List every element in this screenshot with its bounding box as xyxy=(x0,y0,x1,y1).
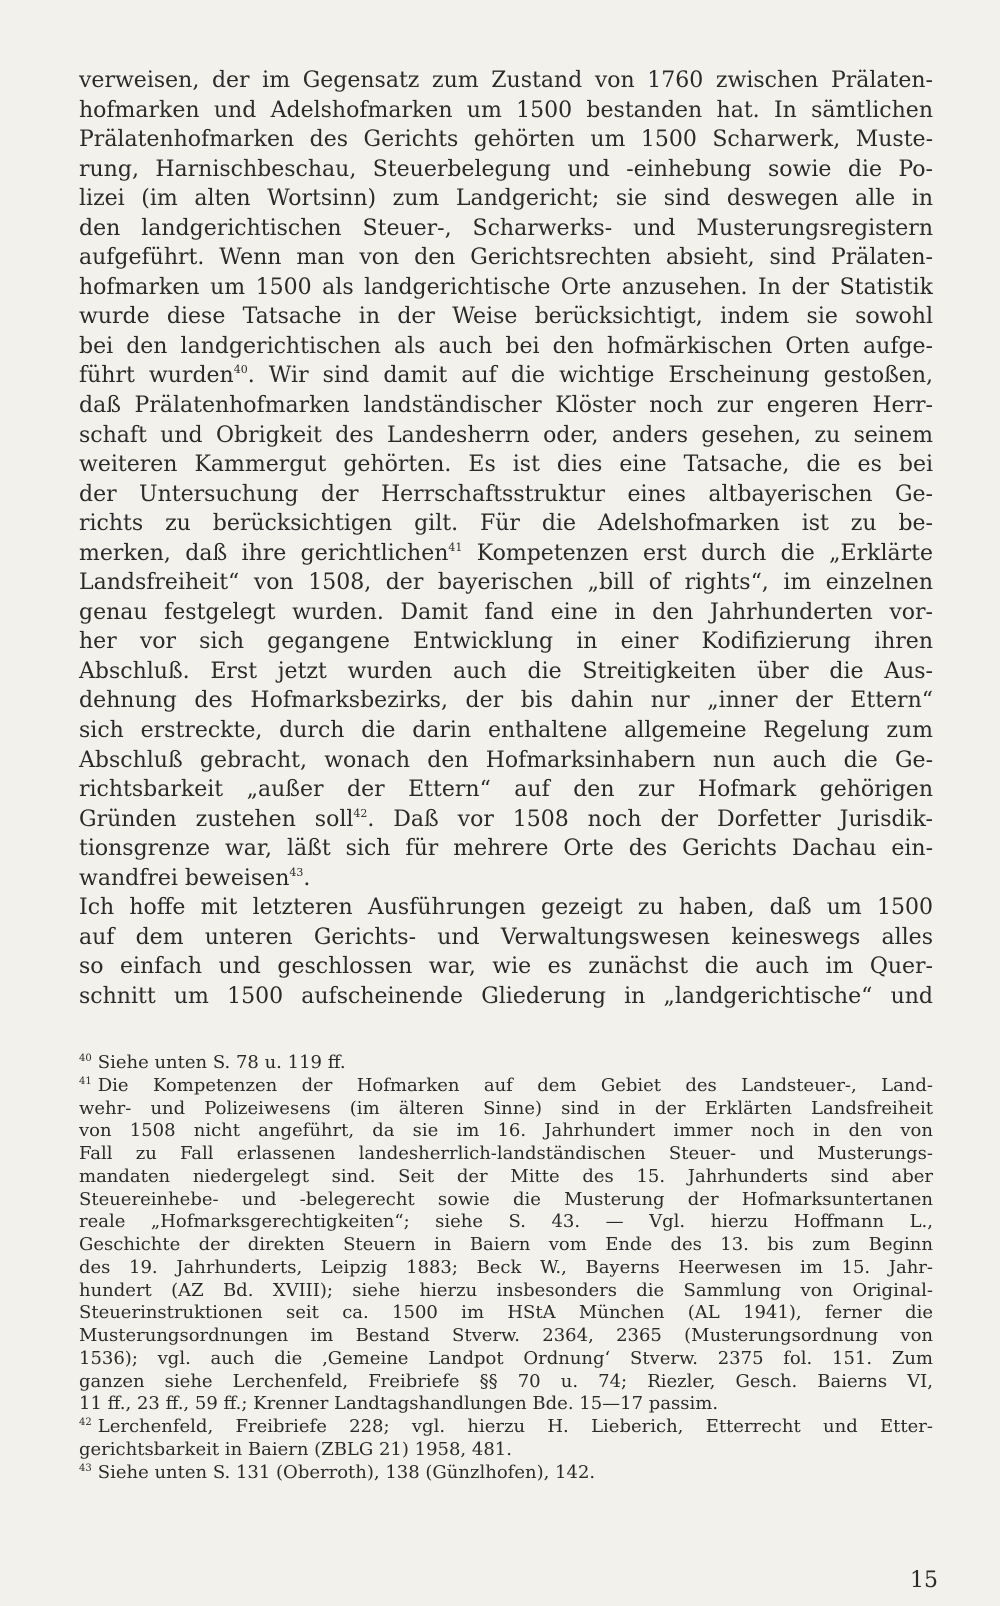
footnote-line: Musterungsordnungen im Bestand Stverw. 2364, 2365 (Musterungsordnung von xyxy=(79,1325,933,1346)
footnote-line: hundert (AZ Bd. XVIII); siehe hierzu insbesonders die Sammlung von Original- xyxy=(79,1279,933,1301)
text-line: tionsgrenze war, läßt sich für mehrere Orte des Gerichts Dachau ein- xyxy=(79,836,933,862)
footnote-line: ganzen siehe Lerchenfeld, Freibriefe §§ 70 u. 74; Riezler, Gesch. Baierns VI, xyxy=(79,1370,933,1392)
text-line: hofmarken und Adelshofmarken um 1500 bestanden hat. In sämtlichen xyxy=(79,97,933,123)
footnotes xyxy=(79,1052,933,1484)
text-line: der Untersuchung der Herrschaftsstruktur eines altbayerischen Ge- xyxy=(79,481,933,507)
footnote-text: Die Kompetenzen der Hofmarken auf dem Gebiet des Landsteuer-, Land- xyxy=(97,1074,933,1096)
text-line xyxy=(79,361,933,391)
body-text xyxy=(79,66,933,1012)
text-line: weiteren Kammergut gehörten. Es ist dies eine Tatsache, die es bei xyxy=(79,452,933,478)
footnote-number: 42 xyxy=(79,1417,92,1428)
footnote-40 xyxy=(79,1052,933,1075)
footnote-41 xyxy=(79,1075,933,1098)
footnote-line: gerichtsbarkeit in Baiern (ZBLG 21) 1958, 481. xyxy=(79,1438,512,1460)
text-line xyxy=(79,805,933,835)
text-line: Prälatenhofmarken des Gerichts gehörten um 1500 Scharwerk, Muste- xyxy=(79,127,933,153)
text-line: bei den landgerichtischen als auch bei den hofmärkischen Orten aufge- xyxy=(79,333,933,359)
text-line: daß Prälatenhofmarken landständischer Klöster noch zur engeren Herr- xyxy=(79,393,933,419)
footnote-line: Steuereinhebe- und -belegerecht sowie die Musterung der Hofmarksuntertanen xyxy=(79,1188,933,1210)
footnote-line: reale „Hofmarksgerechtigkeiten“; siehe S. 43. — Vgl. hierzu Hoffmann L., xyxy=(79,1211,933,1233)
text-line xyxy=(79,864,933,894)
text-line: schnitt um 1500 aufscheinende Gliederung in „landgerichtische“ und xyxy=(79,983,933,1009)
text-line: her vor sich gegangene Entwicklung in einer Kodifizierung ihren xyxy=(79,629,933,655)
text-line: hofmarken um 1500 als landgerichtische Orte anzusehen. In der Statistik xyxy=(79,274,933,300)
footnote-number: 43 xyxy=(79,1462,92,1474)
text-line: verweisen, der im Gegensatz zum Zustand von 1760 zwischen Prälaten- xyxy=(79,68,933,93)
text-line: aufgeführt. Wenn man von den Gerichtsrechten absieht, sind Prälaten- xyxy=(79,245,933,271)
text-fragment: Gründen zustehen soll xyxy=(79,806,354,832)
text-line: richts zu berücksichtigen gilt. Für die Adelshofmarken ist zu be- xyxy=(79,511,933,537)
footnote-ref: 42 xyxy=(353,806,368,820)
text-line xyxy=(79,539,933,569)
footnote-number: 40 xyxy=(79,1053,92,1064)
text-line: Abschluß. Erst jetzt wurden auch die Streitigkeiten über die Aus- xyxy=(79,658,933,684)
footnote-ref: 43 xyxy=(289,865,304,879)
footnote-text: Siehe unten S. 78 u. 119 ff. xyxy=(97,1052,346,1073)
text-line: so einfach und geschlossen war, wie es zunächst die auch im Quer- xyxy=(79,954,933,980)
footnote-43 xyxy=(79,1462,933,1485)
text-line: schaft und Obrigkeit des Landesherrn oder, anders gesehen, zu seinem xyxy=(79,422,933,448)
text-line: lizei (im alten Wortsinn) zum Landgericht; sie sind deswegen alle in xyxy=(79,186,933,212)
text-line: genau festgelegt wurden. Damit fand eine in den Jahrhunderten vor- xyxy=(79,599,933,625)
footnote-line: von 1508 nicht angeführt, da sie im 16. Jahrhundert immer noch in den von xyxy=(79,1120,933,1142)
text-fragment: wandfrei beweisen xyxy=(79,865,290,891)
text-fragment: Kompetenzen erst durch die „Erklärte xyxy=(462,540,933,566)
text-line: dehnung des Hofmarksbezirks, der bis dahin nur „inner der Ettern“ xyxy=(79,688,933,714)
text-line: auf dem unteren Gerichts- und Verwaltungswesen keineswegs alles xyxy=(79,924,933,950)
footnote-text: Lerchenfeld, Freibriefe 228; vgl. hierzu H. Lieberich, Etterrecht und Etter- xyxy=(97,1416,933,1437)
text-line: Landsfreiheit“ von 1508, der bayerischen „bill of rights“, im einzelnen xyxy=(79,570,933,596)
footnote-ref: 41 xyxy=(448,540,463,554)
text-fragment: . Wir sind damit auf die wichtige Erscheinung gestoßen, xyxy=(247,363,933,389)
footnote-line: Geschichte der direkten Steuern in Baiern vom Ende des 13. bis zum Beginn xyxy=(79,1234,933,1255)
footnote-line: wehr- und Polizeiwesens (im älteren Sinne) sind in der Erklärten Landsfreiheit xyxy=(79,1097,933,1119)
page-number: 15 xyxy=(910,1568,938,1593)
footnote-line: 1536); vgl. auch die ‚Gemeine Landpot Ordnung‘ Stverw. 2375 fol. 151. Zum xyxy=(79,1347,933,1369)
footnote-text: Siehe unten S. 131 (Oberroth), 138 (Günzlhofen), 142. xyxy=(97,1461,596,1483)
footnote-line: Fall zu Fall erlassenen landesherrlich-landständischen Steuer- und Musterungs- xyxy=(79,1143,933,1164)
text-line: richtsbarkeit „außer der Ettern“ auf den zur Hofmark gehörigen xyxy=(79,777,933,803)
text-fragment: . xyxy=(303,865,311,891)
text-line: den landgerichtischen Steuer-, Scharwerks- und Musterungsregistern xyxy=(79,215,933,241)
text-line: Abschluß gebracht, wonach den Hofmarksinhabern nun auch die Ge- xyxy=(79,747,933,773)
text-fragment: merken, daß ihre gerichtlichen xyxy=(79,540,449,566)
text-line: Ich hoffe mit letzteren Ausführungen gezeigt zu haben, daß um 1500 xyxy=(79,895,933,921)
footnote-line: des 19. Jahrhunderts, Leipzig 1883; Beck W., Bayerns Heerwesen im 15. Jahr- xyxy=(79,1256,933,1278)
footnote-line: mandaten niedergelegt sind. Seit der Mitte des 15. Jahrhunderts sind aber xyxy=(79,1165,933,1187)
footnote-line: Steuerinstruktionen seit ca. 1500 im HStA München (AL 1941), ferner die xyxy=(79,1302,933,1324)
footnote-line: 11 ff., 23 ff., 59 ff.; Krenner Landtagshandlungen Bde. 15—17 passim. xyxy=(79,1393,719,1415)
text-line: rung, Harnischbeschau, Steuerbelegung und -einhebung sowie die Po- xyxy=(79,156,933,182)
text-line: wurde diese Tatsache in der Weise berücksichtigt, indem sie sowohl xyxy=(79,304,933,330)
text-line: sich erstreckte, durch die darin enthaltene allgemeine Regelung zum xyxy=(79,718,933,744)
footnote-number: 41 xyxy=(79,1075,92,1087)
footnote-42 xyxy=(79,1416,933,1439)
text-fragment: . Daß vor 1508 noch der Dorfetter Jurisdik- xyxy=(367,806,933,832)
footnote-ref: 40 xyxy=(233,363,248,377)
text-fragment: führt wurden xyxy=(79,363,234,389)
